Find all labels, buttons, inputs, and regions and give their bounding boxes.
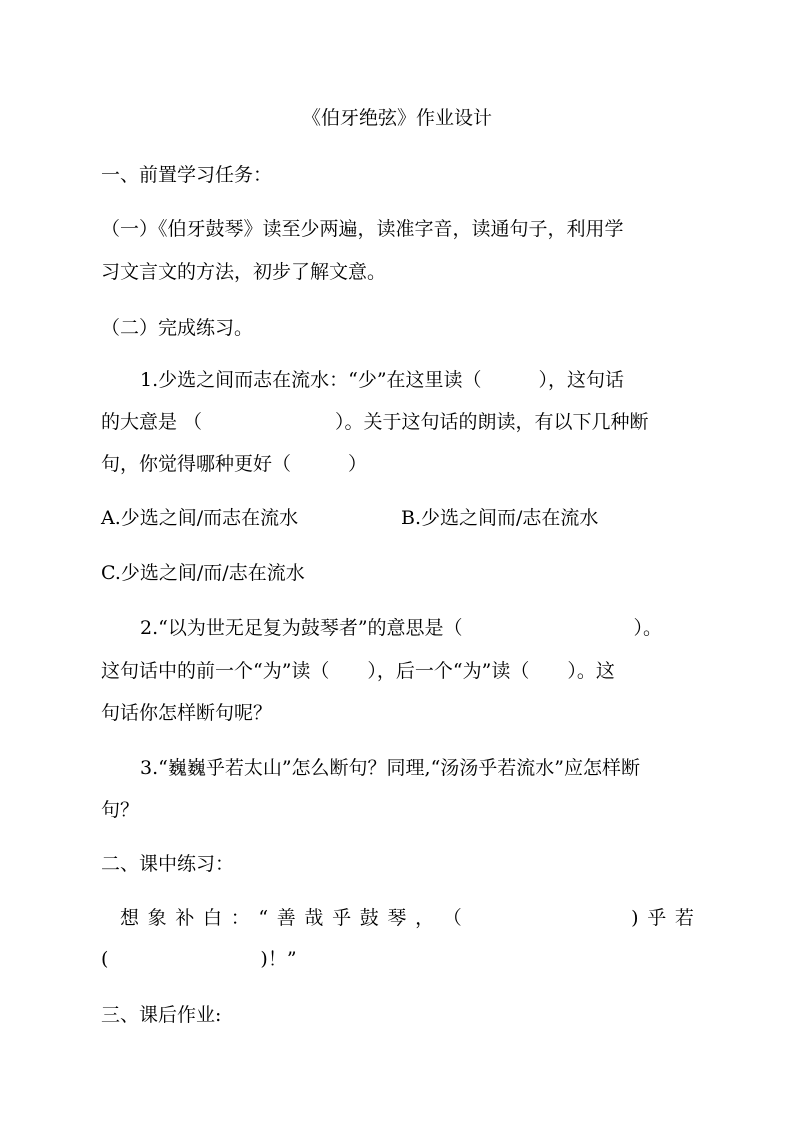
fill-char: ： [230, 907, 250, 929]
task-2-heading: （二）完成练习。 [101, 317, 254, 339]
option-c: C.少选之间/而/志在流水 [101, 562, 305, 584]
section-heading-in-class: 二、课中练习： [101, 853, 235, 875]
task-1-line-1: （一）《伯牙鼓琴》读至少两遍，读准字音，读通句子，利用学 [101, 218, 624, 240]
page-title: 《伯牙绝弦》作业设计 [301, 107, 492, 129]
fill-char: 白 [203, 907, 223, 929]
fill-char: 想 [120, 907, 140, 929]
question-2-line-3: 句话你怎样断句呢？ [101, 702, 273, 724]
fill-char: ， [415, 907, 435, 929]
question-1-line-1: 1.少选之间而志在流水：“少”在这里读（ ），这句话 [140, 369, 625, 391]
fill-in-line-2: ( )！” [101, 948, 297, 970]
fill-char: 善 [276, 907, 296, 929]
question-3-line-2: 句？ [101, 799, 140, 821]
fill-char: 鼓 [359, 907, 379, 929]
question-3-line-1: 3.“巍巍乎若太山”怎么断句？同理,“汤汤乎若流水”应怎样断 [140, 757, 641, 779]
question-2-line-2: 这句话中的前一个“为”读（ ），后一个“为”读（ ）。这 [101, 660, 615, 682]
fill-char: 琴 [387, 907, 407, 929]
task-1-line-2: 习文言文的方法，初步了解文意。 [101, 261, 387, 283]
fill-char: 若 [674, 907, 694, 929]
fill-char: 补 [175, 907, 195, 929]
fill-char: （ [442, 907, 462, 929]
option-b: B.少选之间而/志在流水 [401, 507, 599, 529]
fill-char: 乎 [647, 907, 667, 929]
question-2-line-1: 2.“以为世无足复为鼓琴者”的意思是（ ）。 [140, 617, 663, 639]
fill-char: “ [258, 907, 269, 929]
fill-blank[interactable] [470, 906, 622, 930]
fill-char: 象 [147, 907, 167, 929]
question-1-line-3: 句，你觉得哪种更好（ ） [101, 453, 368, 475]
question-1-line-2: 的大意是 （ ）。关于这句话的朗读，有以下几种断 [101, 411, 649, 433]
option-a: A.少选之间/而志在流水 [101, 507, 299, 529]
fill-in-line-1 [120, 906, 694, 930]
section-heading-pre-study: 一、前置学习任务： [101, 164, 273, 186]
fill-char: 哉 [304, 907, 324, 929]
fill-char: 乎 [332, 907, 352, 929]
section-heading-homework: 三、课后作业: [101, 1004, 222, 1026]
fill-char: ) [631, 907, 639, 929]
